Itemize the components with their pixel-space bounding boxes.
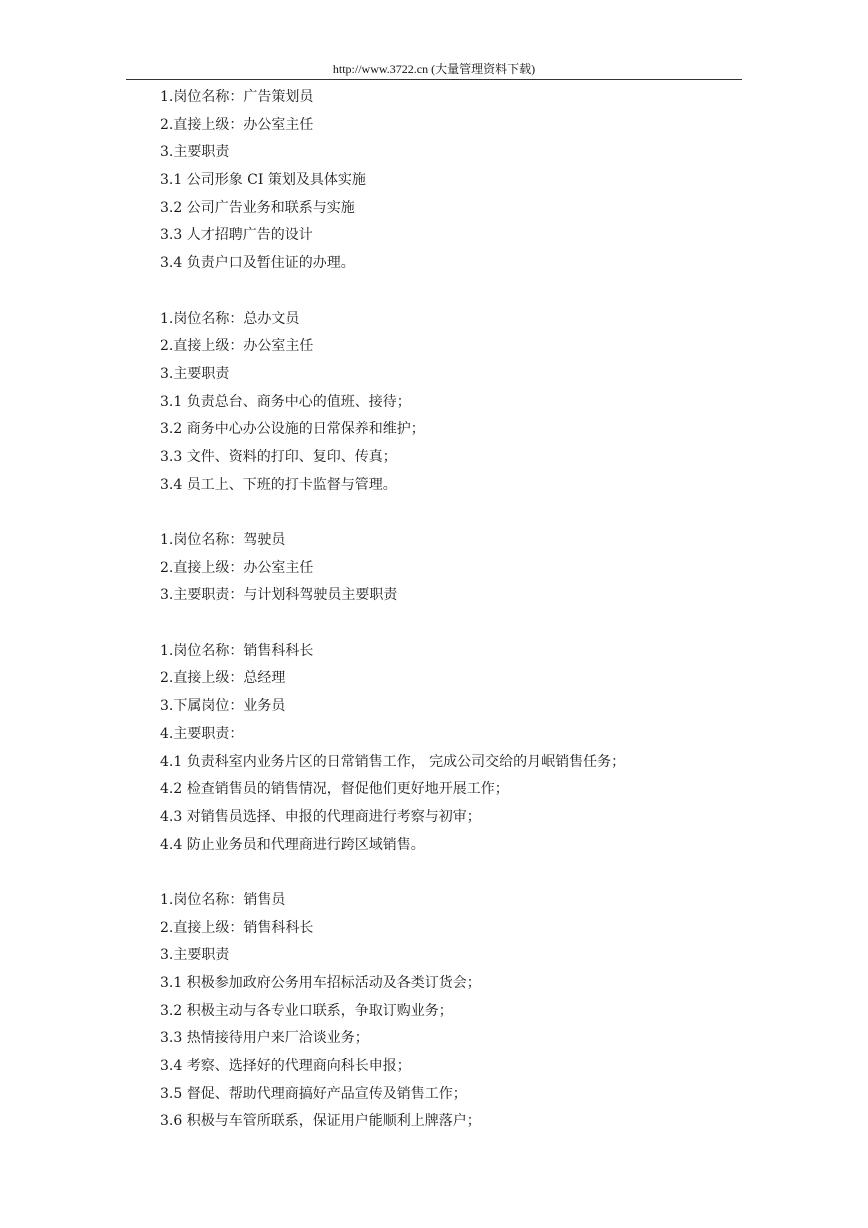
document-line: 4.3 对销售员选择、申报的代理商进行考察与初审； — [160, 808, 481, 825]
document-line: 1.岗位名称：销售员 — [160, 891, 286, 908]
document-line: 2.直接上级：办公室主任 — [160, 559, 314, 576]
document-line: 3.主要职责 — [160, 365, 230, 382]
document-line: 3.1 积极参加政府公务用车招标活动及各类订货会； — [160, 975, 481, 991]
header-divider — [126, 79, 742, 80]
job-section-sales-chief — [160, 638, 720, 860]
document-line: 4.1 负责科室内业务片区的日常销售工作， 完成公司交给的月岷销售任务； — [160, 753, 626, 770]
document-line: 3.4 负责户口及暂住证的办理。 — [160, 255, 355, 272]
document-line: 3.主要职责 — [160, 947, 230, 964]
document-body — [160, 84, 720, 1164]
document-line: 3.2 公司广告业务和联系与实施 — [160, 199, 355, 216]
document-line: 3.4 员工上、下班的打卡监督与管理。 — [160, 476, 397, 493]
document-line: 3.1 公司形象 CI 策划及具体实施 — [160, 172, 366, 189]
document-line: 3.1 负责总台、商务中心的值班、接待； — [160, 393, 411, 410]
document-line: 4.4 防止业务员和代理商进行跨区域销售。 — [160, 836, 425, 853]
document-line: 1.岗位名称：驾驶员 — [160, 532, 286, 548]
job-section-driver — [160, 527, 720, 610]
page-header-url: http://www.3722.cn (大量管理资料下载) — [332, 62, 536, 76]
job-section-office-clerk — [160, 306, 720, 500]
document-line: 1.岗位名称：总办文员 — [160, 310, 300, 327]
document-line: 3.主要职责 — [160, 144, 230, 161]
job-section-salesperson — [160, 887, 720, 1136]
document-line: 4.2 检查销售员的销售情况，督促他们更好地开展工作； — [160, 781, 509, 798]
document-line: 4.主要职责： — [160, 725, 244, 742]
job-section-ad-planner — [160, 84, 720, 278]
document-line: 3.下属岗位：业务员 — [160, 698, 286, 715]
document-line: 3.3 热情接待用户来厂洽谈业务； — [160, 1030, 369, 1047]
document-line: 2.直接上级：销售科科长 — [160, 919, 314, 936]
document-line: 3.3 文件、资料的打印、复印、传真； — [160, 448, 397, 465]
document-line: 3.2 积极主动与各专业口联系，争取订购业务； — [160, 1002, 453, 1019]
document-line: 1.岗位名称：广告策划员 — [160, 89, 314, 105]
document-line: 2.直接上级：总经理 — [160, 670, 286, 687]
document-line: 3.5 督促、帮助代理商搞好产品宣传及销售工作； — [160, 1085, 467, 1102]
document-line: 2.直接上级：办公室主任 — [160, 338, 314, 355]
document-line: 3.4 考察、选择好的代理商向科长申报； — [160, 1058, 411, 1075]
document-line: 1.岗位名称：销售科科长 — [160, 642, 314, 659]
document-line: 3.2 商务中心办公设施的日常保养和维护； — [160, 421, 425, 438]
document-line: 3.主要职责：与计划科驾驶员主要职责 — [160, 587, 398, 604]
document-line: 2.直接上级：办公室主任 — [160, 116, 314, 133]
document-line: 3.3 人才招聘广告的设计 — [160, 227, 313, 244]
document-line: 3.6 积极与车管所联系，保证用户能顺利上牌落户； — [160, 1113, 481, 1130]
